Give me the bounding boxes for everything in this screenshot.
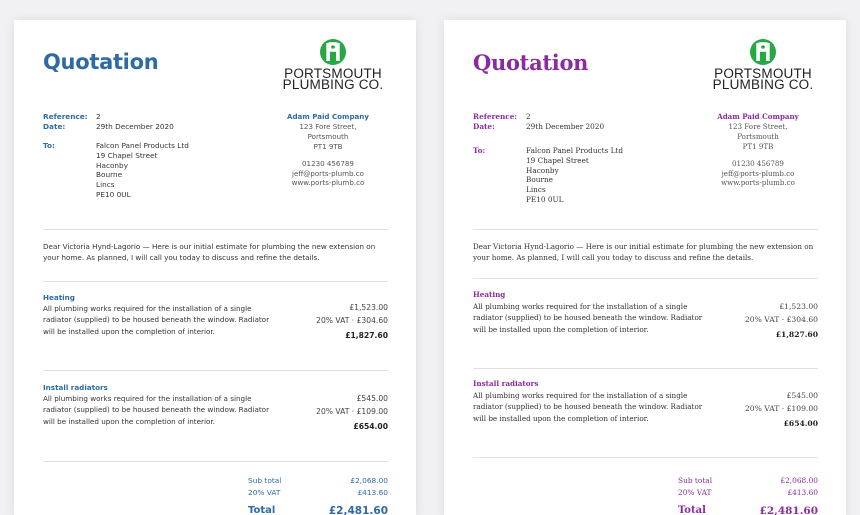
vat-value: £413.60 xyxy=(357,488,388,497)
company-phone: 01230 456789 xyxy=(302,158,354,168)
company-logo xyxy=(708,38,818,90)
recipient-line: Falcon Panel Products Ltd xyxy=(96,141,189,150)
intro-paragraph: Dear Victoria Hynd-Lagorio — Here is our initial estimate for plumbing the new extension on your home. As planned, I will call you today to discuss and refine the details. xyxy=(473,242,814,263)
reference-value: 2 xyxy=(526,112,531,121)
line-item-total: £1,827.60 xyxy=(345,331,388,340)
total-label: Total xyxy=(248,505,276,515)
quotation-title: Quotation xyxy=(473,50,589,75)
logo-line-2: PLUMBING CO. xyxy=(282,77,384,92)
line-item-prices xyxy=(745,301,818,342)
line-item-net: £1,523.00 xyxy=(349,303,388,312)
intro-paragraph: Dear Victoria Hynd-Lagorio — Here is our initial estimate for plumbing the new extension on your home. As planned, I will call you today to discuss and refine the details. xyxy=(43,242,376,263)
company-address-line: PT1 9TB xyxy=(742,141,774,151)
line-item-total: £1,827.60 xyxy=(775,330,818,339)
line-item-prices xyxy=(316,302,388,343)
line-item-net: £545.00 xyxy=(356,394,388,403)
line-item-net: £545.00 xyxy=(786,391,818,400)
line-item-title: Heating xyxy=(43,293,75,302)
line-item-description: All plumbing works required for the installation of a single radiator (supplied) to be housed beneath the window. Radiator will be installed upon the completion of interior. xyxy=(473,391,703,423)
recipient-line: Haconby xyxy=(96,160,129,170)
to-label: To: xyxy=(43,141,55,150)
line-item-vat: 20% VAT · £304.60 xyxy=(316,315,388,325)
logo-line-1: PORTSMOUTH xyxy=(284,66,382,81)
company-address-line: 123 Fore Street, xyxy=(299,121,357,131)
company-name: Adam Paid Company xyxy=(286,112,369,121)
company-address-line: PT1 9TB xyxy=(313,141,343,151)
recipient-address xyxy=(96,141,189,200)
line-item-vat: 20% VAT · £109.00 xyxy=(744,403,818,413)
line-item-vat: 20% VAT · £109.00 xyxy=(316,406,388,416)
recipient-line: PE10 0UL xyxy=(526,194,564,204)
date-label: Date: xyxy=(43,122,66,131)
line-item-description: All plumbing works required for the installation of a single radiator (supplied) to be housed beneath the window. Radiator will be installed upon the completion of interior. xyxy=(473,302,703,334)
recipient-line: Bourne xyxy=(526,175,553,185)
company-phone: 01230 456789 xyxy=(732,158,784,168)
company-email[interactable]: jeff@ports-plumb.co xyxy=(292,168,364,178)
company-address-line: 123 Fore Street, xyxy=(728,121,788,131)
line-item-title: Install radiators xyxy=(473,379,539,388)
quotation-page-sans-blue xyxy=(14,20,416,515)
line-item-description: All plumbing works required for the installation of a single radiator (supplied) to be housed beneath the window. Radiator will be installed upon the completion of interior. xyxy=(43,304,270,336)
line-item-total: £654.00 xyxy=(783,419,818,428)
total-value: £2,481.60 xyxy=(759,505,818,515)
quotation-title: Quotation xyxy=(43,50,159,74)
recipient-line: Haconby xyxy=(526,165,559,175)
subtotal-label: Sub total xyxy=(248,476,282,485)
logo-line-2: PLUMBING CO. xyxy=(712,77,814,92)
total-value: £2,481.60 xyxy=(328,505,388,515)
divider xyxy=(43,229,388,230)
line-item-title: Heating xyxy=(473,290,506,299)
recipient-line: Falcon Panel Products Ltd xyxy=(526,146,624,155)
reference-label: Reference: xyxy=(43,112,88,121)
divider xyxy=(43,370,388,371)
subtotal-label: Sub total xyxy=(678,476,713,485)
recipient-line: Lincs xyxy=(526,185,546,195)
date-value: 29th December 2020 xyxy=(96,122,174,131)
recipient-line: 19 Chapel Street xyxy=(526,155,589,165)
vat-label: 20% VAT xyxy=(248,488,281,497)
vat-value: £413.60 xyxy=(787,488,818,497)
company-address-line: Portsmouth xyxy=(307,131,349,141)
company-logo xyxy=(278,38,388,90)
vat-label: 20% VAT xyxy=(678,488,712,497)
recipient-address xyxy=(526,146,623,205)
company-website[interactable]: www.ports-plumb.co xyxy=(291,178,365,188)
company-website[interactable]: www.ports-plumb.co xyxy=(721,178,795,188)
divider xyxy=(473,457,818,458)
to-label: To: xyxy=(473,146,486,155)
divider xyxy=(473,368,818,369)
line-item-vat: 20% VAT · £304.60 xyxy=(744,314,818,324)
pp-monogram-icon xyxy=(319,38,347,66)
date-label: Date: xyxy=(473,122,495,131)
subtotal-value: £2,068.00 xyxy=(350,476,388,485)
line-item-total: £654.00 xyxy=(353,422,388,431)
totals-block xyxy=(678,475,818,515)
line-item-prices xyxy=(745,390,818,431)
line-item-description: All plumbing works required for the installation of a single radiator (supplied) to be housed beneath the window. Radiator will be installed upon the completion of interior. xyxy=(43,394,270,426)
divider xyxy=(43,281,388,282)
divider xyxy=(473,278,818,279)
logo-line-1: PORTSMOUTH xyxy=(714,66,812,81)
line-item-net: £1,523.00 xyxy=(779,302,818,311)
recipient-line: Bourne xyxy=(96,170,123,180)
total-label: Total xyxy=(678,505,706,515)
recipient-line: 19 Chapel Street xyxy=(96,150,158,160)
line-item-title: Install radiators xyxy=(43,383,108,392)
reference-value: 2 xyxy=(96,112,101,121)
divider xyxy=(43,461,388,462)
company-address-line: Portsmouth xyxy=(737,131,779,141)
pp-monogram-icon xyxy=(749,38,777,66)
date-value: 29th December 2020 xyxy=(526,122,605,131)
company-name: Adam Paid Company xyxy=(717,112,799,121)
company-contact-block xyxy=(268,112,388,188)
line-item-prices xyxy=(316,393,388,434)
quotation-page-serif-purple xyxy=(444,20,846,515)
divider xyxy=(473,229,818,230)
reference-label: Reference: xyxy=(473,112,518,121)
recipient-line: Lincs xyxy=(96,180,115,190)
company-contact-block xyxy=(698,112,818,188)
totals-block xyxy=(248,475,388,515)
recipient-line: PE10 0UL xyxy=(96,189,131,199)
subtotal-value: £2,068.00 xyxy=(780,476,818,485)
company-email[interactable]: jeff@ports-plumb.co xyxy=(721,168,795,178)
